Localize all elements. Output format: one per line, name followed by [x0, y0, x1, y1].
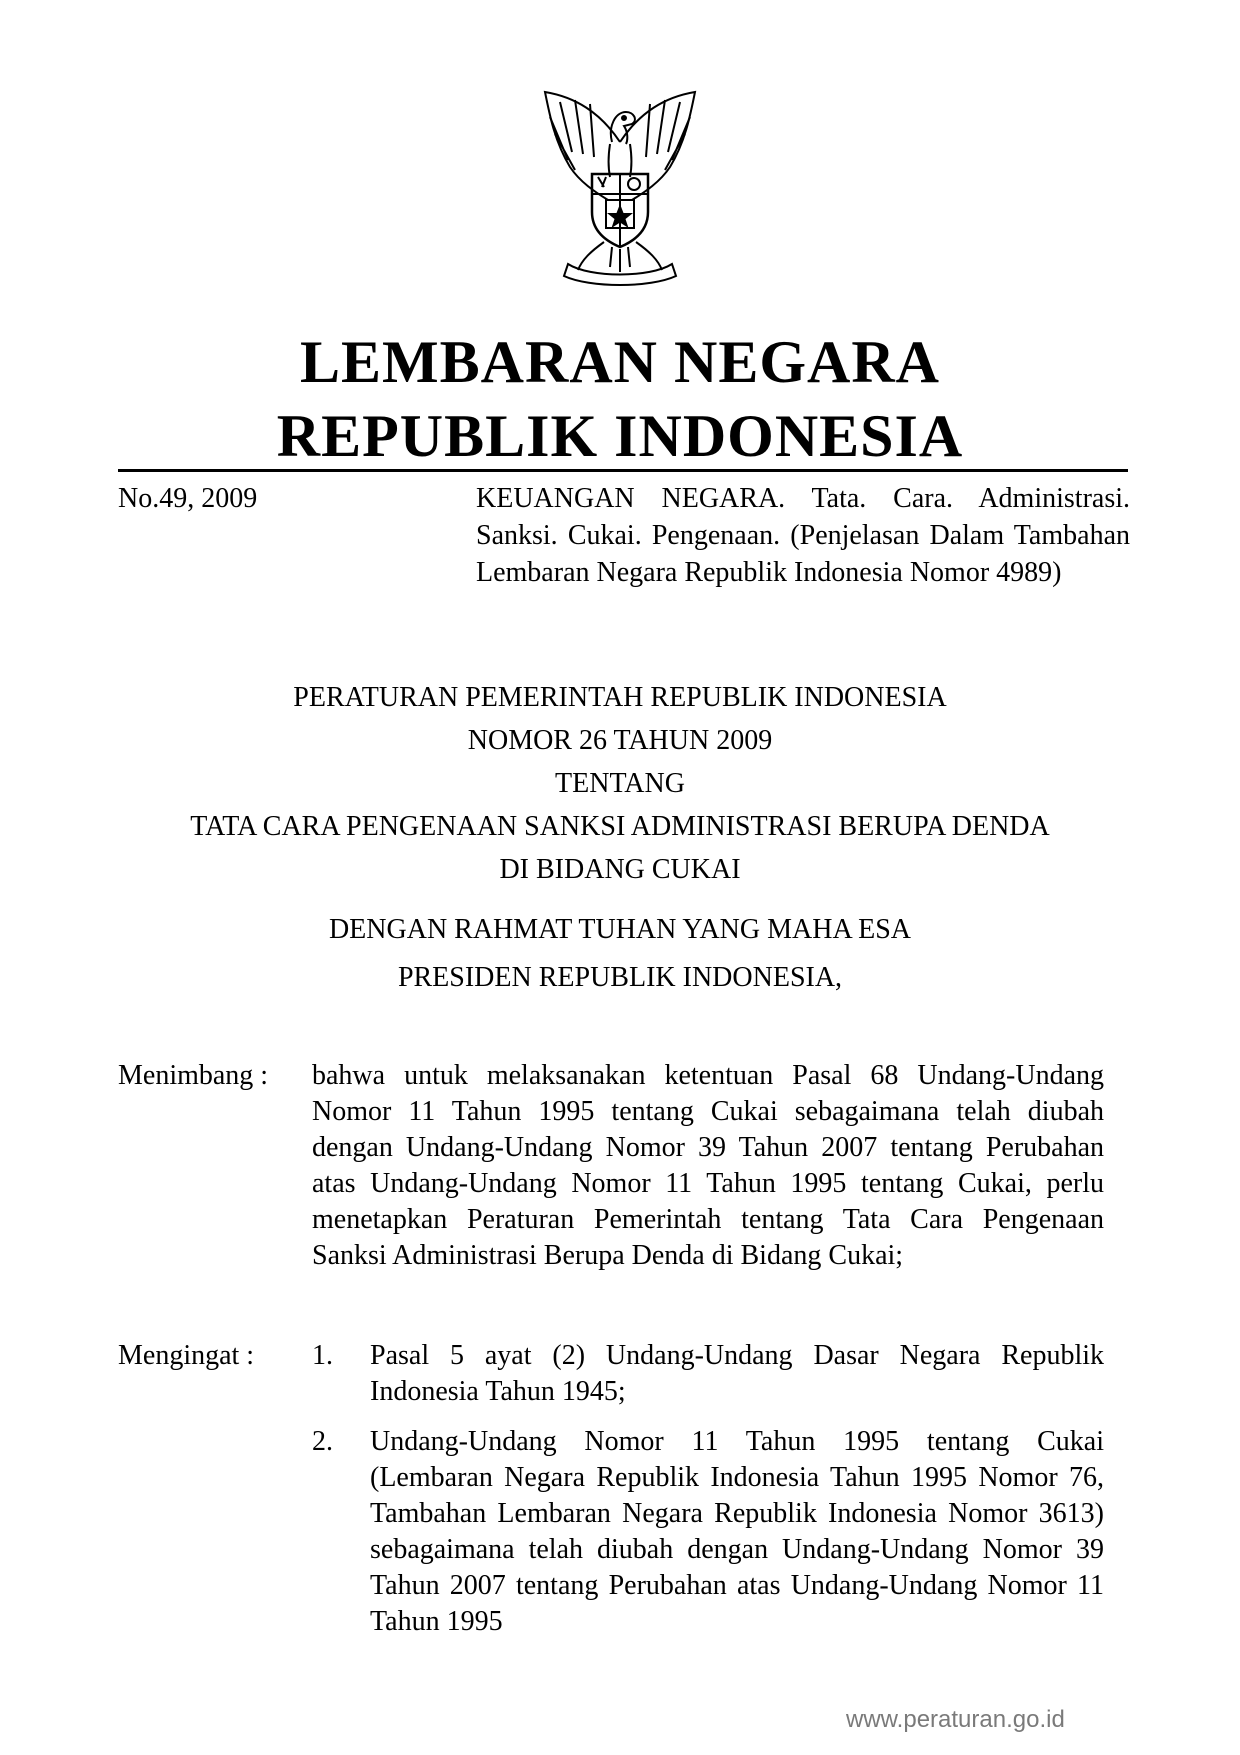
- mengingat-item-text: Undang-Undang Nomor 11 Tahun 1995 tentang Cukai (Lembaran Negara Republik Indonesia Tahun 1995 Nomor 76, Tambahan Lembaran Negara Republik Indonesia Nomor 3613) sebagaimana telah diubah dengan Undang-Undang Nomor 39 Tahun 2007 tentang Perubahan atas Undang-Undang Nomor 11 Tahun 1995: [370, 1426, 1104, 1637]
- mengingat-item-number: 2.: [312, 1426, 333, 1457]
- gazette-number: No.49, 2009: [118, 483, 258, 514]
- menimbang-text: bahwa untuk melaksanakan ketentuan Pasal 68 Undang-Undang Nomor 11 Tahun 1995 tentang Cukai sebagaimana telah diubah dengan Undang-Undang Nomor 39 Tahun 2007 tentang Perubahan atas Undang-Undang Nomor 11 Tahun 1995 tentang Cukai, perlu menetapkan Peraturan Pemerintah tentang Tata Cara Pengenaan Sanksi Administrasi Berupa Denda di Bidang Cukai;: [312, 1060, 1104, 1271]
- gazette-title-line2: REPUBLIK INDONESIA: [276, 403, 964, 469]
- preamble-line1: DENGAN RAHMAT TUHAN YANG MAHA ESA: [328, 914, 912, 945]
- header-divider: [118, 469, 1128, 472]
- regulation-title-line2: NOMOR 26 TAHUN 2009: [467, 725, 773, 756]
- garuda-emblem-icon: [520, 82, 720, 292]
- menimbang-label: Menimbang :: [118, 1060, 269, 1091]
- gazette-subject: KEUANGAN NEGARA. Tata. Cara. Administrasi. Sanksi. Cukai. Pengenaan. (Penjelasan Dalam Tambahan Lembaran Negara Republik Indonesia Nomor 4989): [476, 483, 1130, 588]
- regulation-title-line5: DI BIDANG CUKAI: [499, 854, 741, 885]
- regulation-title-line3: TENTANG: [555, 768, 685, 799]
- regulation-title-line4: TATA CARA PENGENAAN SANKSI ADMINISTRASI BERUPA DENDA: [190, 811, 1050, 842]
- regulation-title-line1: PERATURAN PEMERINTAH REPUBLIK INDONESIA: [293, 682, 947, 713]
- footer-website: www.peraturan.go.id: [846, 1706, 1065, 1733]
- mengingat-label: Mengingat :: [118, 1340, 255, 1371]
- mengingat-item-text: Pasal 5 ayat (2) Undang-Undang Dasar Negara Republik Indonesia Tahun 1945;: [370, 1340, 1104, 1407]
- mengingat-item-number: 1.: [312, 1340, 333, 1371]
- preamble-line2: PRESIDEN REPUBLIK INDONESIA,: [397, 962, 843, 993]
- gazette-title-line1: LEMBARAN NEGARA: [299, 329, 941, 395]
